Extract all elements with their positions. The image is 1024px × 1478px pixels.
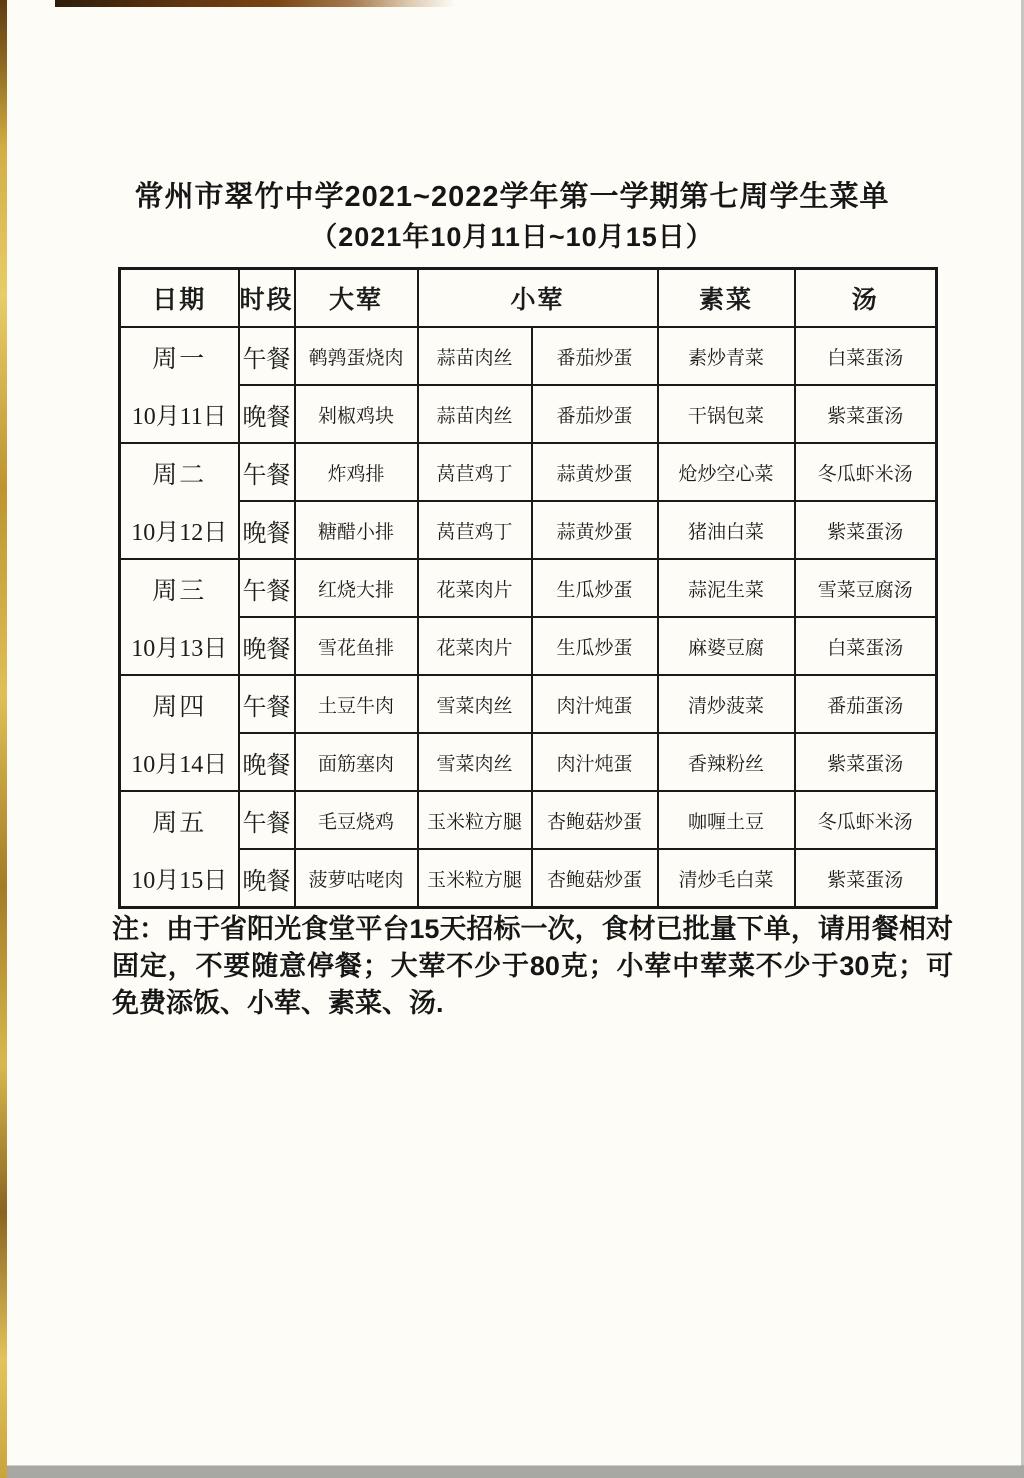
meal-period-label: 午餐	[239, 327, 295, 385]
dish-small-1: 花菜肉片	[418, 559, 532, 617]
meal-period-label: 晚餐	[239, 385, 295, 443]
dish-small-1: 雪菜肉丝	[418, 733, 532, 791]
dish-soup: 番茄蛋汤	[795, 675, 937, 733]
weekday-label: 周五	[152, 809, 207, 837]
page-subtitle: （2021年10月11日~10月15日）	[310, 222, 714, 252]
date-cell-friday	[120, 791, 239, 908]
weekday-label: 周一	[152, 345, 207, 373]
meal-period-label: 午餐	[239, 559, 295, 617]
dish-main: 糖醋小排	[295, 501, 418, 559]
dish-small-1: 玉米粒方腿	[418, 849, 532, 907]
dish-small-2: 生瓜炒蛋	[532, 559, 658, 617]
column-header-main-dish: 大荤	[295, 269, 418, 328]
table-row-monday-dinner	[120, 385, 937, 443]
date-cell-monday	[120, 327, 239, 443]
weekday-label: 周二	[152, 461, 207, 489]
weekday-label: 周三	[152, 577, 207, 605]
dish-soup: 白菜蛋汤	[795, 327, 937, 385]
dish-main: 鹌鹑蛋烧肉	[295, 327, 418, 385]
date-label: 10月13日	[131, 636, 228, 663]
date-cell-thursday	[120, 675, 239, 791]
footnote-text: 注：由于省阳光食堂平台15天招标一次，食材已批量下单，请用餐相对固定，不要随意停餐；大荤不少于80克；小荤中荤菜不少于30克；可免费添饭、小荤、素菜、汤.	[112, 914, 953, 1018]
dish-vegetable: 清炒毛白菜	[658, 849, 795, 907]
dish-small-1: 莴苣鸡丁	[418, 443, 532, 501]
dish-vegetable: 蒜泥生菜	[658, 559, 795, 617]
dish-small-2: 肉汁炖蛋	[532, 733, 658, 791]
column-header-date: 日期	[120, 269, 239, 328]
meal-period-label: 晚餐	[239, 733, 295, 791]
dish-small-2: 杏鲍菇炒蛋	[532, 849, 658, 907]
meal-period-label: 晚餐	[239, 617, 295, 675]
dish-small-2: 杏鲍菇炒蛋	[532, 791, 658, 849]
table-row-tuesday-dinner	[120, 501, 937, 559]
dish-soup: 紫菜蛋汤	[795, 733, 937, 791]
dish-small-1: 雪菜肉丝	[418, 675, 532, 733]
weekday-label: 周四	[152, 693, 207, 721]
dish-small-2: 蒜黄炒蛋	[532, 501, 658, 559]
dish-vegetable: 清炒菠菜	[658, 675, 795, 733]
dish-main: 毛豆烧鸡	[295, 791, 418, 849]
column-header-small-dish: 小荤	[418, 269, 658, 328]
dish-main: 土豆牛肉	[295, 675, 418, 733]
dish-small-1: 蒜苗肉丝	[418, 327, 532, 385]
scan-artifact-top-edge	[55, 0, 455, 7]
date-cell-tuesday	[120, 443, 239, 559]
scan-artifact-bottom-edge	[5, 1466, 1024, 1478]
dish-main: 剁椒鸡块	[295, 385, 418, 443]
dish-vegetable: 咖喱土豆	[658, 791, 795, 849]
dish-vegetable: 麻婆豆腐	[658, 617, 795, 675]
table-row-thursday-lunch	[120, 675, 937, 733]
dish-main: 雪花鱼排	[295, 617, 418, 675]
column-header-soup: 汤	[795, 269, 937, 328]
dish-small-2: 番茄炒蛋	[532, 327, 658, 385]
dish-small-1: 玉米粒方腿	[418, 791, 532, 849]
dish-small-2: 番茄炒蛋	[532, 385, 658, 443]
meal-period-label: 晚餐	[239, 501, 295, 559]
date-label: 10月14日	[131, 752, 228, 779]
dish-vegetable: 素炒青菜	[658, 327, 795, 385]
dish-main: 面筋塞肉	[295, 733, 418, 791]
dish-small-2: 肉汁炖蛋	[532, 675, 658, 733]
dish-soup: 白菜蛋汤	[795, 617, 937, 675]
date-cell-wednesday	[120, 559, 239, 675]
dish-small-2: 生瓜炒蛋	[532, 617, 658, 675]
dish-soup: 冬瓜虾米汤	[795, 443, 937, 501]
meal-period-label: 午餐	[239, 791, 295, 849]
dish-main: 红烧大排	[295, 559, 418, 617]
dish-soup: 冬瓜虾米汤	[795, 791, 937, 849]
dish-vegetable: 香辣粉丝	[658, 733, 795, 791]
dish-main: 菠萝咕咾肉	[295, 849, 418, 907]
dish-small-1: 莴苣鸡丁	[418, 501, 532, 559]
table-row-friday-lunch	[120, 791, 937, 849]
dish-vegetable: 炝炒空心菜	[658, 443, 795, 501]
dish-main: 炸鸡排	[295, 443, 418, 501]
column-header-period: 时段	[239, 269, 295, 328]
meal-period-label: 午餐	[239, 443, 295, 501]
dish-vegetable: 猪油白菜	[658, 501, 795, 559]
page-title: 常州市翠竹中学2021~2022学年第一学期第七周学生菜单	[134, 181, 890, 213]
dish-soup: 紫菜蛋汤	[795, 501, 937, 559]
table-row-friday-dinner	[120, 849, 937, 907]
table-row-thursday-dinner	[120, 733, 937, 791]
date-label: 10月15日	[131, 868, 228, 895]
menu-table-wrapper	[118, 267, 938, 909]
scan-artifact-left-edge	[0, 0, 7, 1478]
table-row-tuesday-lunch	[120, 443, 937, 501]
date-label: 10月12日	[131, 520, 228, 547]
column-header-vegetable: 素菜	[658, 269, 795, 328]
dish-small-1: 蒜苗肉丝	[418, 385, 532, 443]
date-label: 10月11日	[131, 404, 227, 431]
meal-period-label: 晚餐	[239, 849, 295, 907]
dish-soup: 紫菜蛋汤	[795, 385, 937, 443]
dish-small-1: 花菜肉片	[418, 617, 532, 675]
dish-soup: 紫菜蛋汤	[795, 849, 937, 907]
menu-table	[118, 267, 938, 909]
dish-vegetable: 干锅包菜	[658, 385, 795, 443]
header-row	[120, 269, 937, 328]
dish-small-2: 蒜黄炒蛋	[532, 443, 658, 501]
meal-period-label: 午餐	[239, 675, 295, 733]
table-row-wednesday-lunch	[120, 559, 937, 617]
table-row-wednesday-dinner	[120, 617, 937, 675]
table-row-monday-lunch	[120, 327, 937, 385]
dish-soup: 雪菜豆腐汤	[795, 559, 937, 617]
